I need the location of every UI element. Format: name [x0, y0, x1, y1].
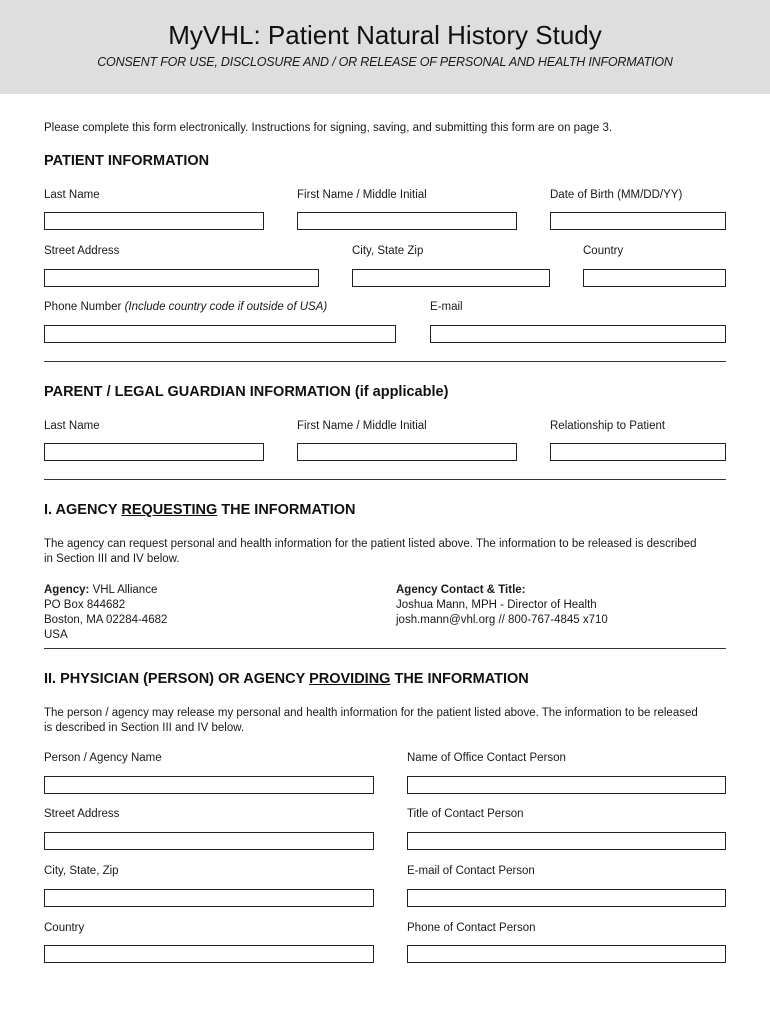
section-1-heading-underlined: REQUESTING: [121, 502, 218, 518]
section-2-heading: [44, 671, 529, 687]
form-title: MyVHL: Patient Natural History Study: [168, 20, 602, 50]
contact-email-field[interactable]: [407, 889, 726, 907]
agency-address-block: [44, 583, 167, 643]
office-contact-label: Name of Office Contact Person: [407, 752, 566, 764]
provider-city-state-zip-field[interactable]: [44, 889, 374, 907]
agency-address-line-3: USA: [44, 629, 68, 641]
patient-dob-field[interactable]: [550, 212, 726, 230]
provider-street-label: Street Address: [44, 808, 120, 820]
patient-last-name-field[interactable]: [44, 212, 264, 230]
contact-title-field[interactable]: [407, 832, 726, 850]
section-2-heading-post: THE INFORMATION: [390, 671, 529, 687]
provider-name-label: Person / Agency Name: [44, 752, 162, 764]
section-2-heading-pre: II. PHYSICIAN (PERSON) OR AGENCY: [44, 671, 310, 687]
section-1-heading: [44, 502, 356, 518]
patient-email-label: E-mail: [430, 301, 463, 313]
guardian-last-name-field[interactable]: [44, 443, 264, 461]
phone-label-text: Phone Number: [44, 301, 122, 313]
agency-contact-label: [396, 583, 608, 598]
patient-city-state-zip-field[interactable]: [352, 269, 550, 287]
agency-contact-label-text: Agency Contact & Title:: [396, 584, 526, 596]
agency-contact-block: [396, 583, 608, 628]
patient-country-field[interactable]: [583, 269, 726, 287]
divider: [44, 479, 726, 480]
divider: [44, 648, 726, 649]
provider-country-field[interactable]: [44, 945, 374, 963]
agency-address-line-2: Boston, MA 02284-4682: [44, 614, 168, 626]
guardian-first-name-label: First Name / Middle Initial: [297, 420, 427, 432]
contact-phone-label: Phone of Contact Person: [407, 922, 536, 934]
patient-section-heading: PATIENT INFORMATION: [44, 153, 210, 169]
guardian-relationship-label: Relationship to Patient: [550, 420, 666, 432]
provider-country-label: Country: [44, 922, 85, 934]
agency-name-line: [44, 583, 167, 598]
agency-label: Agency:: [44, 584, 90, 596]
patient-city-state-zip-label: City, State Zip: [352, 245, 424, 257]
provider-name-field[interactable]: [44, 776, 374, 794]
provider-city-state-zip-label: City, State, Zip: [44, 865, 119, 877]
section-2-heading-underlined: PROVIDING: [309, 671, 391, 687]
section-1-heading-pre: I. AGENCY: [44, 502, 122, 518]
section-2-paragraph: The person / agency may release my personal and health information for the patient listed above. The information to be released is described in Section III and IV below.: [44, 707, 698, 734]
patient-first-name-label: First Name / Middle Initial: [297, 189, 427, 201]
contact-email-label: E-mail of Contact Person: [407, 865, 535, 877]
guardian-first-name-field[interactable]: [297, 443, 517, 461]
form-subtitle: CONSENT FOR USE, DISCLOSURE AND / OR RELEASE OF PERSONAL AND HEALTH INFORMATION: [97, 55, 673, 69]
instructions-text: Please complete this form electronically. Instructions for signing, saving, and submitting this form are on page 3.: [44, 122, 613, 134]
section-1-heading-post: THE INFORMATION: [217, 502, 356, 518]
section-1-paragraph: The agency can request personal and health information for the patient listed above. The information to be released is described in Section III and IV below.: [44, 538, 697, 565]
provider-street-field[interactable]: [44, 832, 374, 850]
office-contact-field[interactable]: [407, 776, 726, 794]
patient-dob-label: Date of Birth (MM/DD/YY): [550, 189, 683, 201]
contact-phone-field[interactable]: [407, 945, 726, 963]
guardian-section-heading: PARENT / LEGAL GUARDIAN INFORMATION (if applicable): [44, 384, 449, 400]
patient-country-label: Country: [583, 245, 624, 257]
agency-contact-name: Joshua Mann, MPH - Director of Health: [396, 599, 597, 611]
agency-contact-info: josh.mann@vhl.org // 800-767-4845 x710: [396, 614, 608, 626]
guardian-last-name-label: Last Name: [44, 420, 100, 432]
agency-address-line-1: PO Box 844682: [44, 599, 126, 611]
patient-last-name-label: Last Name: [44, 189, 100, 201]
patient-phone-label: [44, 301, 327, 313]
divider: [44, 361, 726, 362]
patient-first-name-field[interactable]: [297, 212, 517, 230]
patient-email-field[interactable]: [430, 325, 726, 343]
patient-street-label: Street Address: [44, 245, 120, 257]
guardian-relationship-field[interactable]: [550, 443, 726, 461]
patient-phone-field[interactable]: [44, 325, 396, 343]
agency-name: VHL Alliance: [89, 584, 158, 596]
phone-label-note: (Include country code if outside of USA): [124, 301, 328, 313]
patient-street-field[interactable]: [44, 269, 319, 287]
contact-title-label: Title of Contact Person: [407, 808, 524, 820]
